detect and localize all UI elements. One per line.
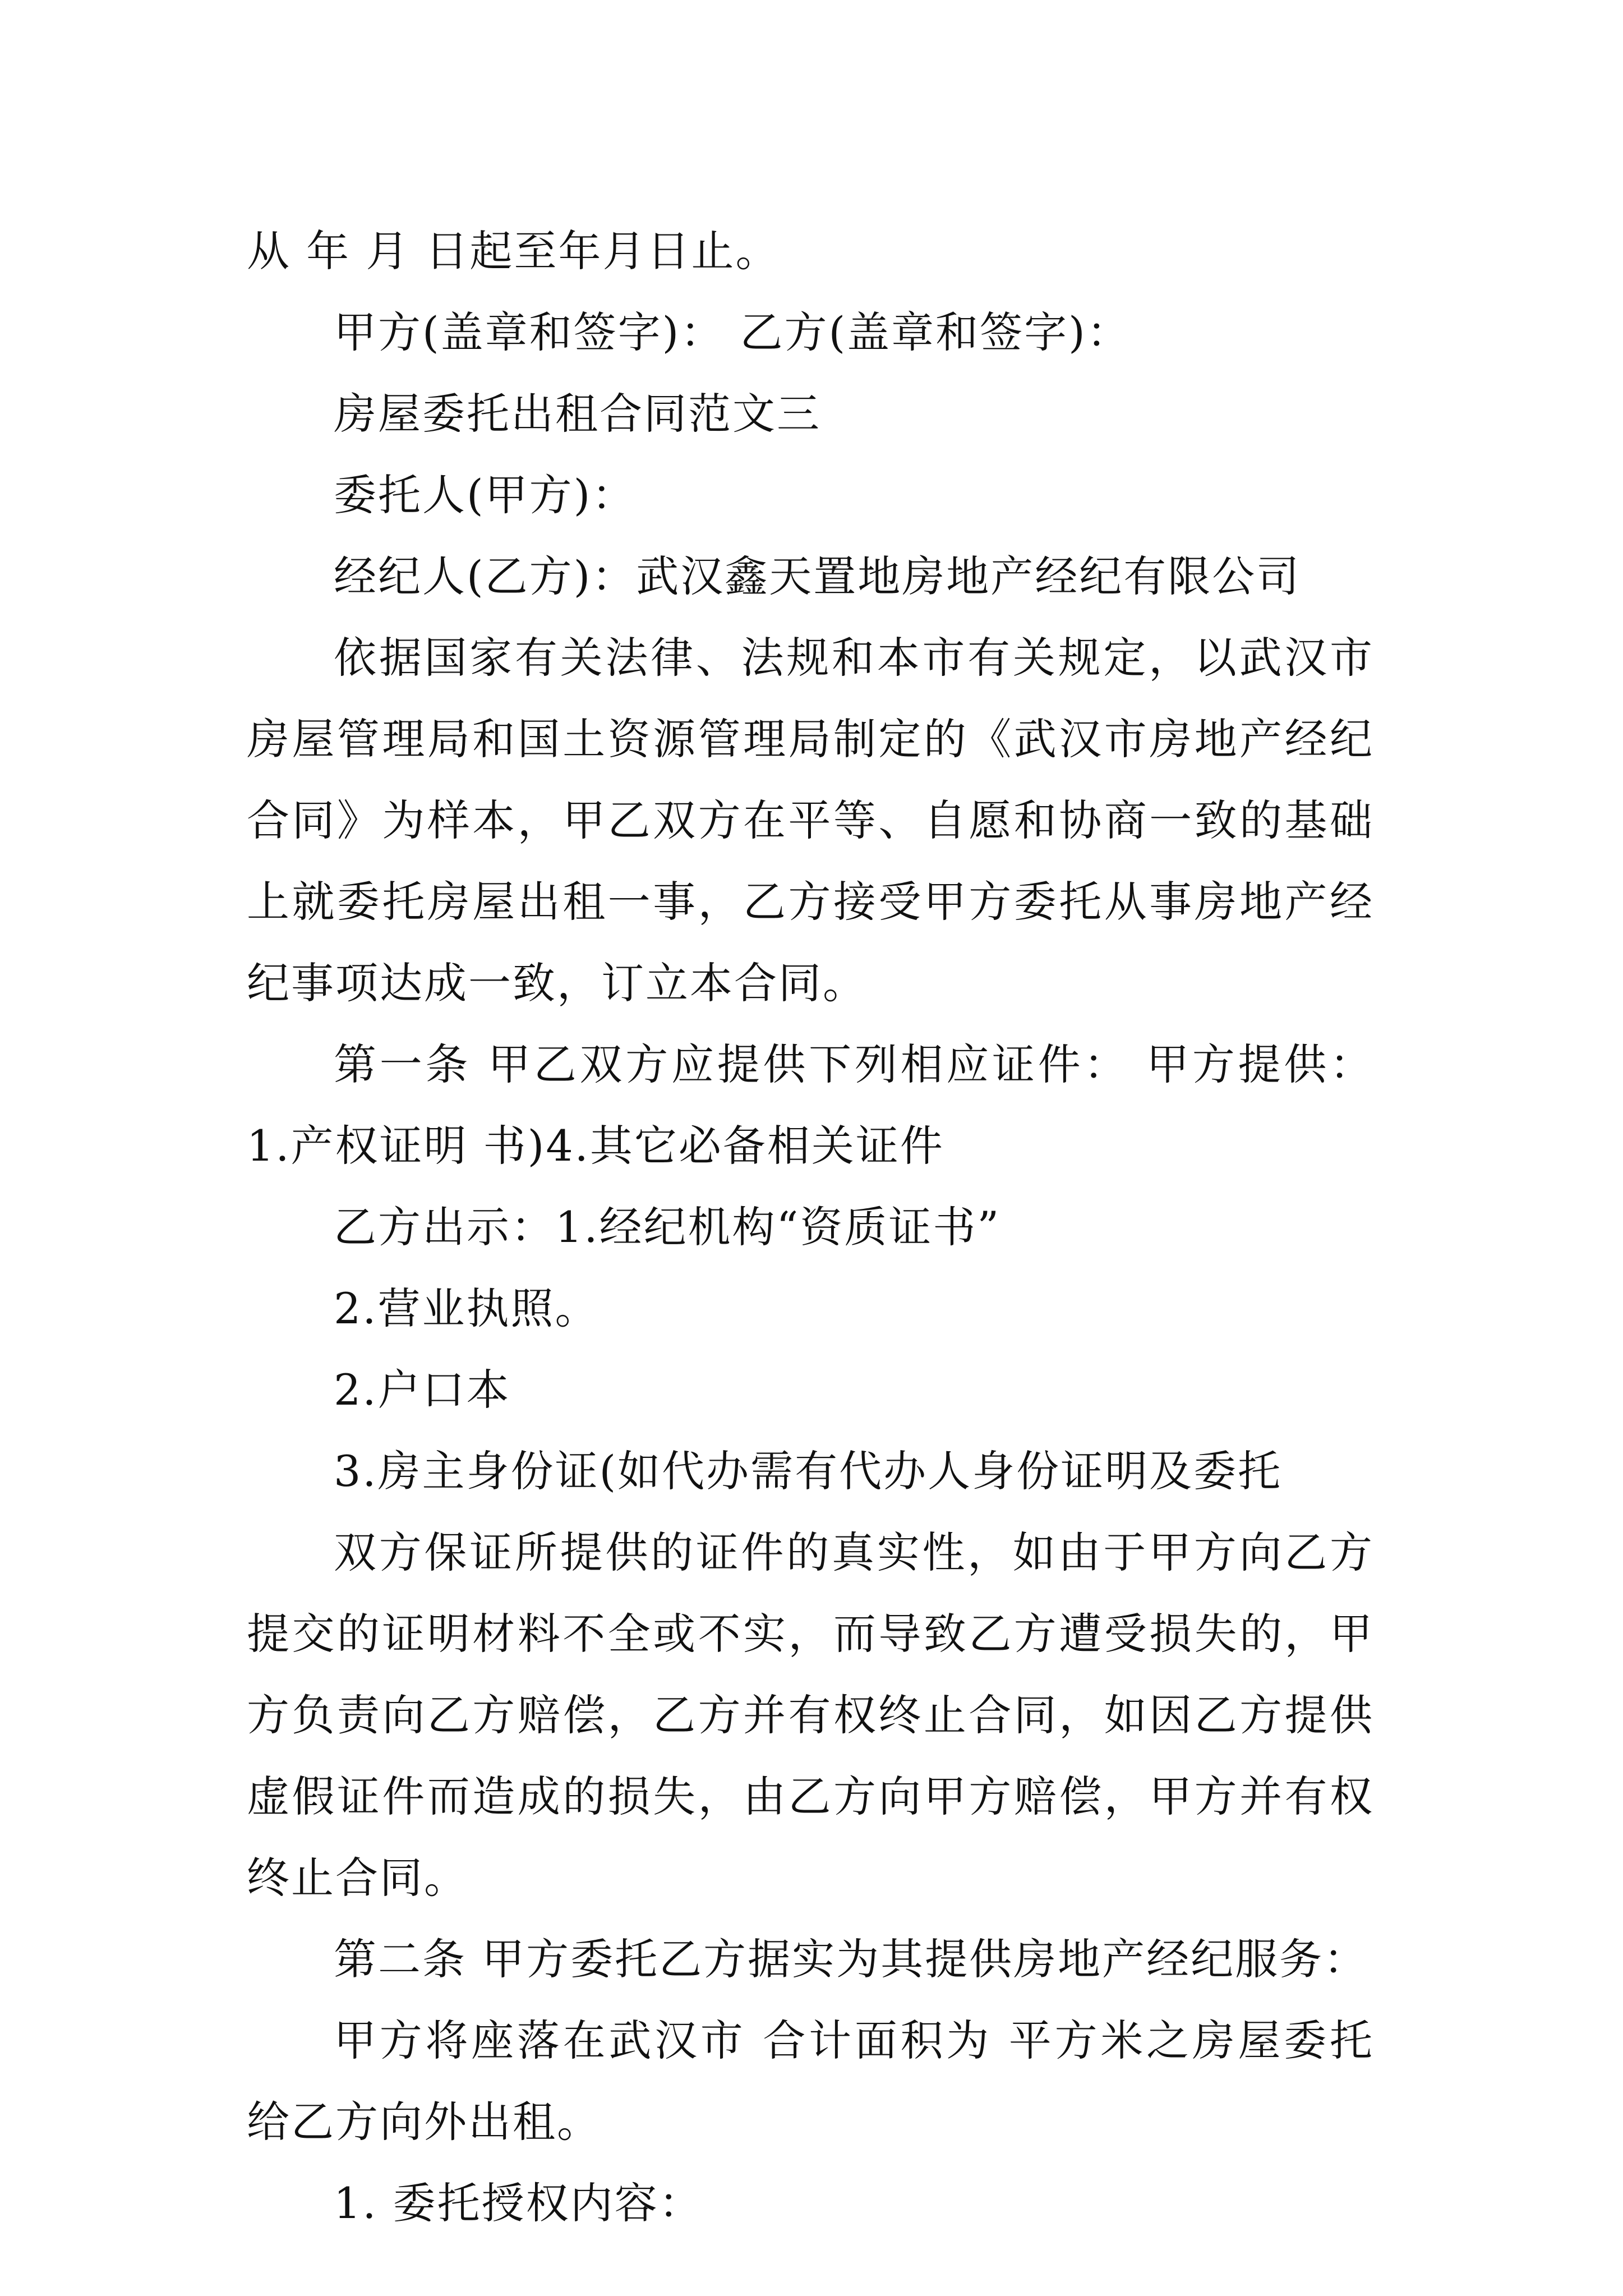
paragraph-signatures: 甲方(盖章和签字)： 乙方(盖章和签字)： bbox=[334, 307, 1131, 357]
paragraph-property-location: 甲方将座落在武汉市 合计面积为 平方米之房屋委托给乙方向外出租。 bbox=[247, 2016, 1374, 2147]
paragraph-owner-id: 3.房主身份证(如代办需有代办人身份证明及委托 bbox=[334, 1446, 1283, 1496]
paragraph-household-register: 2.户口本 bbox=[334, 1365, 511, 1415]
paragraph-date-range: 从 年 月 日起至年月日止。 bbox=[247, 226, 780, 276]
paragraph-article-one: 第一条 甲乙双方应提供下列相应证件： 甲方提供：1.产权证明 书)4.其它必备相关证件 bbox=[247, 1039, 1374, 1171]
paragraph-principal: 委托人(甲方)： bbox=[334, 470, 637, 520]
paragraph-business-license: 2.营业执照。 bbox=[334, 1283, 600, 1333]
paragraph-authenticity-guarantee: 双方保证所提供的证件的真实性，如由于甲方向乙方提交的证明材料不全或不实，而导致乙方遭受损失的，甲方负责向乙方赔偿，乙方并有权终止合同，如因乙方提供虚假证件而造成的损失，由乙方向甲方赔偿，甲方并有权终止合同。 bbox=[247, 1527, 1374, 1903]
paragraph-party-b-documents: 乙方出示：1.经纪机构“资质证书” bbox=[334, 1202, 1001, 1252]
paragraph-legal-basis: 依据国家有关法律、法规和本市有关规定，以武汉市房屋管理局和国土资源管理局制定的《武汉市房地产经纪合同》为样本，甲乙双方在平等、自愿和协商一致的基础上就委托房屋出租一事，乙方接受甲方委托从事房地产经纪事项达成一致，订立本合同。 bbox=[247, 633, 1374, 1008]
paragraph-authorization-content: 1. 委托授权内容： bbox=[334, 2178, 703, 2228]
paragraph-contract-title: 房屋委托出租合同范文三 bbox=[334, 389, 821, 439]
paragraph-article-two: 第二条 甲方委托乙方据实为其提供房地产经纪服务： bbox=[334, 1934, 1368, 1984]
document-body bbox=[247, 210, 1374, 2244]
paragraph-agent: 经纪人(乙方)：武汉鑫天置地房地产经纪有限公司 bbox=[334, 551, 1301, 601]
